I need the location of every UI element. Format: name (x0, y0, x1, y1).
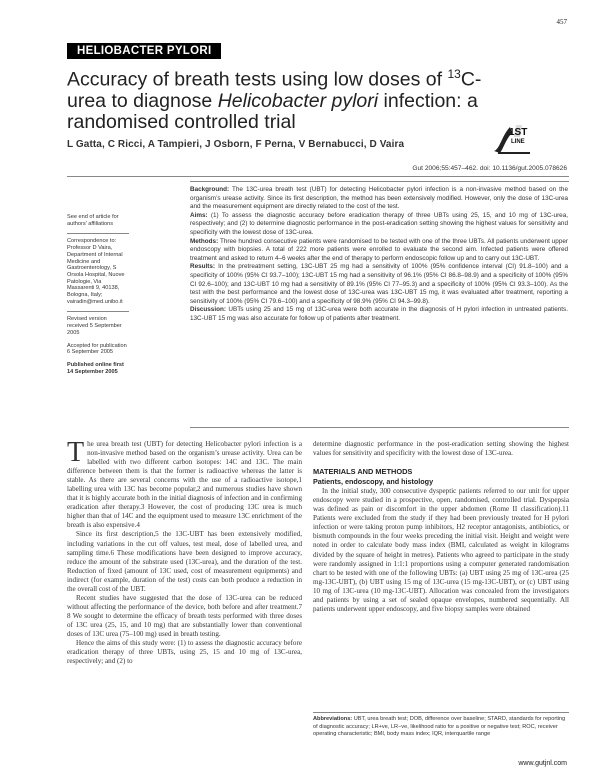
title-italic: Helicobacter pylori (217, 89, 379, 112)
abstract-background-text: The 13C-urea breath test (UBT) for detecting Helicobacter pylori infection is a non-invasive method based on the organism’s urease activity. Since its first description, the method has been extensively modified. However, only the dose of 13C-urea and the measurement equipment are directly related to the cost of the test. (190, 186, 568, 211)
abstract-methods-label: Methods: (190, 237, 219, 245)
see-end-note: See end of article for authors’ affiliations (67, 214, 119, 227)
intro-paragraph-1 (67, 437, 302, 530)
correspondence: Correspondence to: Professor D Vaira, Department of Internal Medicine and Gastroenterology, S Orsola Hospital, Nuove Patologie, Via Massarenti 9, 40138, Bologna, Italy; vairadin@med.unibo.it (67, 238, 125, 305)
intro-paragraph-1-text: he urea breath test (UBT) for detecting Helicobacter pylori infection is a non-invasive method based on the organism’s urease activity. Urea can be labelled with two different carbon isotopes: 14C and 13C. The main difference between them is that the former is radioactive whereas the latter is stable. As there are several concerns with the use of a radioactive isotope,1 labelling urea with 13C has become popular,2 and numerous studies have shown that it is highly accurate both in the initial diagnosis of infection and in confirming eradication after therapy.3 However, the cost of producing 13C urea is much higher than that of 14C and the equipment used to measure 13C enrichment of the breath is also expensive.4 (67, 440, 302, 530)
sidebar-rule-2 (67, 311, 129, 312)
title-superscript: 13 (447, 67, 461, 81)
logo-line-2: LINE (511, 139, 525, 145)
accepted-date: Accepted for publication 6 September 2005 (67, 342, 127, 356)
abstract-methods-text: Three hundred consecutive patients were randomised to be tested with one of the three UBTs. All patients underwent upper endoscopy with biopsies. A total of 222 more patients were enrolled to evaluate the second aim. Infected patients were offered treatment and asked to return 4–6 weeks after the end of therapy to perform endoscopic follow up and to carry out 13C-UBT. (190, 237, 568, 262)
subsection-heading-patients: Patients, endoscopy, and histology (313, 477, 434, 487)
abbreviations (313, 716, 569, 739)
abstract-methods (190, 238, 568, 264)
title-part-2: C-urea to diagnose (67, 68, 482, 112)
article-sidebar (67, 214, 129, 381)
title-part-3: infection: a randomised controlled trial (67, 89, 478, 133)
methods-paragraph: In the initial study, 300 consecutive dyspeptic patients referred to our unit for upper endoscopy were studied in a prospective, open, randomised, controlled trial. Dyspepsia was defined as pain or discomfort in the upper abdomen (Rome II classification).11 Patients were excluded from the study if they had been previously treated for H pylori infection or were taking proton pump inhibitors, H2 receptor antagonists, antibiotics, or bismuth compounds in the four weeks preceding the initial visit. Height and weight were noted in order to calculate body mass index (BMI, calculated as weight in kilograms divided by the square of height in metres). Patients who agreed to participate in the study were randomly assigned in 1:1:1 proportions using a computer generated randomisation chart to be tested with one of the following UBTs: (a) UBT using 25 mg of 13C-urea (25 mg-13C-UBT), (b) UBT using 15 mg of 13C-urea (15 mg-13C-UBT), or (c) UBT using 10 mg of 13C-urea (10 mg-13C-UBT). Allocation was concealed from the investigators and patients by using a set of sealed opaque envelopes, numbered sequentially. All patients underwent upper endoscopy, and five biopsy samples were obtained (313, 487, 569, 613)
abstract-background-label: Background: (190, 186, 230, 193)
abbreviations-rule (313, 712, 569, 713)
abstract-aims-label: Aims: (190, 211, 208, 219)
abstract-background (190, 186, 568, 212)
first-line-logo-icon (492, 123, 532, 162)
logo-line-1: 1ST (509, 127, 528, 138)
author-list: L Gatta, C Ricci, A Tampieri, J Osborn, F Perna, V Bernabucci, D Vaira (67, 139, 405, 150)
abbreviations-label: Abbreviations: (313, 716, 353, 722)
body-column-left (67, 437, 302, 666)
abstract (190, 186, 568, 324)
intro-continuation: determine diagnostic performance in the post-eradication setting showing the highest values for sensitivity and specificity with the lowest dose of 13C-urea. (313, 440, 569, 458)
intro-paragraph-2: Since its first description,5 the 13C-UBT has been extensively modified, including variations in the cut off values, test meal, dose of labelled urea, and sampling time.6 These modifications have been designed to improve accuracy, reduce the amount of the substrate used (13C-urea), and the duration of the test. Reduction of fixed (amount of 13C used, cost of measurement equipments) and indirect (for example, duration of the test) costs can both produce a reduction in the overall cost of the UBT. (67, 530, 302, 593)
intro-paragraph-3: Recent studies have suggested that the dose of 13C-urea can be reduced without affecting the performance of the device, both before and after treatment.7 8 We sought to determine the efficacy of breath tests performed with three doses of 13C urea (25, 15, and 10 mg) that are substantially lower than conventional doses of 13C urea (75–100 mg) used in breath testing. (67, 593, 302, 638)
abstract-results-text: In the pretreatment setting, 13C-UBT 25 mg had a sensitivity of 100% (95% confidence interval (CI) 91.8–100) and a specificity of 100% (95% CI 93.7–100); 13C-UBT 15 mg had a sensitivity of 96.1% (95% CI 86.8–98.9) and a specificity of 100% (95% CI 92.6–100); and 13C-UBT 10 mg had a sensitivity of 89.1% (95% CI 77–95.3) and a specificity of 100% (95% CI 93.3–100). As the test with the best performance and the lowest dose of 13C-urea was 13C-UBT 15 mg, it was evaluated after treatment, reporting a sensitivity of 100% (95% CI 79.6–100) and a specificity of 98.9% (95% CI 94.3–99.8). (190, 263, 569, 305)
section-tag: HELIOBACTER PYLORI (67, 43, 221, 59)
abstract-discussion (190, 306, 568, 323)
revised-date: Revised version received 5 September 2005 (67, 316, 122, 336)
abstract-aims (190, 212, 568, 238)
journal-url[interactable]: www.gutjnl.com (518, 760, 567, 767)
abstract-results (190, 263, 568, 306)
section-heading-methods: MATERIALS AND METHODS (313, 467, 413, 477)
abbreviations-text: UBT, urea breath test; DOB, difference over baseline; STARD, standards for reporting of diagnostic accuracy; LR+ve, LR−ve, likelihood ratio for a positive or negative test; ROC, receiver operating characteristic; BMI, body mass index; IQR, interquartile range (313, 716, 566, 738)
abstract-discussion-label: Discussion: (190, 306, 226, 314)
citation: Gut 2006;55:457–462. doi: 10.1136/gut.2005.078626 (412, 165, 567, 172)
abstract-bottom-rule (190, 427, 569, 428)
body-column-right (313, 440, 569, 614)
article-title (67, 64, 507, 133)
title-part-1: Accuracy of breath tests using low doses of (67, 68, 448, 91)
intro-paragraph-4: Hence the aims of this study were: (1) to assess the diagnostic accuracy before eradication therapy of three UBTs, using 25, 15 and 10 mg of 13C-urea, respectively; and (2) to (67, 639, 302, 666)
drop-cap: T (67, 437, 85, 468)
abstract-discussion-text: UBTs using 25 and 15 mg of 13C-urea were both accurate in the diagnosis of H pylori infection in untreated patients. 13C-UBT 15 mg was also accurate for follow up of patients after treatment. (190, 306, 568, 322)
abstract-results-label: Results: (190, 263, 216, 271)
published-date: Published online first 14 September 2005 (67, 361, 124, 375)
header-rule (67, 176, 569, 177)
abstract-top-rule (190, 181, 569, 182)
sidebar-rule-1 (67, 233, 129, 234)
abstract-aims-text: (1) To assess the diagnostic accuracy before eradication therapy of three UBTs using 25, 15, and 10 mg of 13C-urea, respectively; and (2) to determine diagnostic performance in the post-eradication setting showing the highest values for sensitivity and specificity with the lowest dose of 13C-urea. (190, 211, 569, 236)
page-number: 457 (556, 18, 567, 26)
